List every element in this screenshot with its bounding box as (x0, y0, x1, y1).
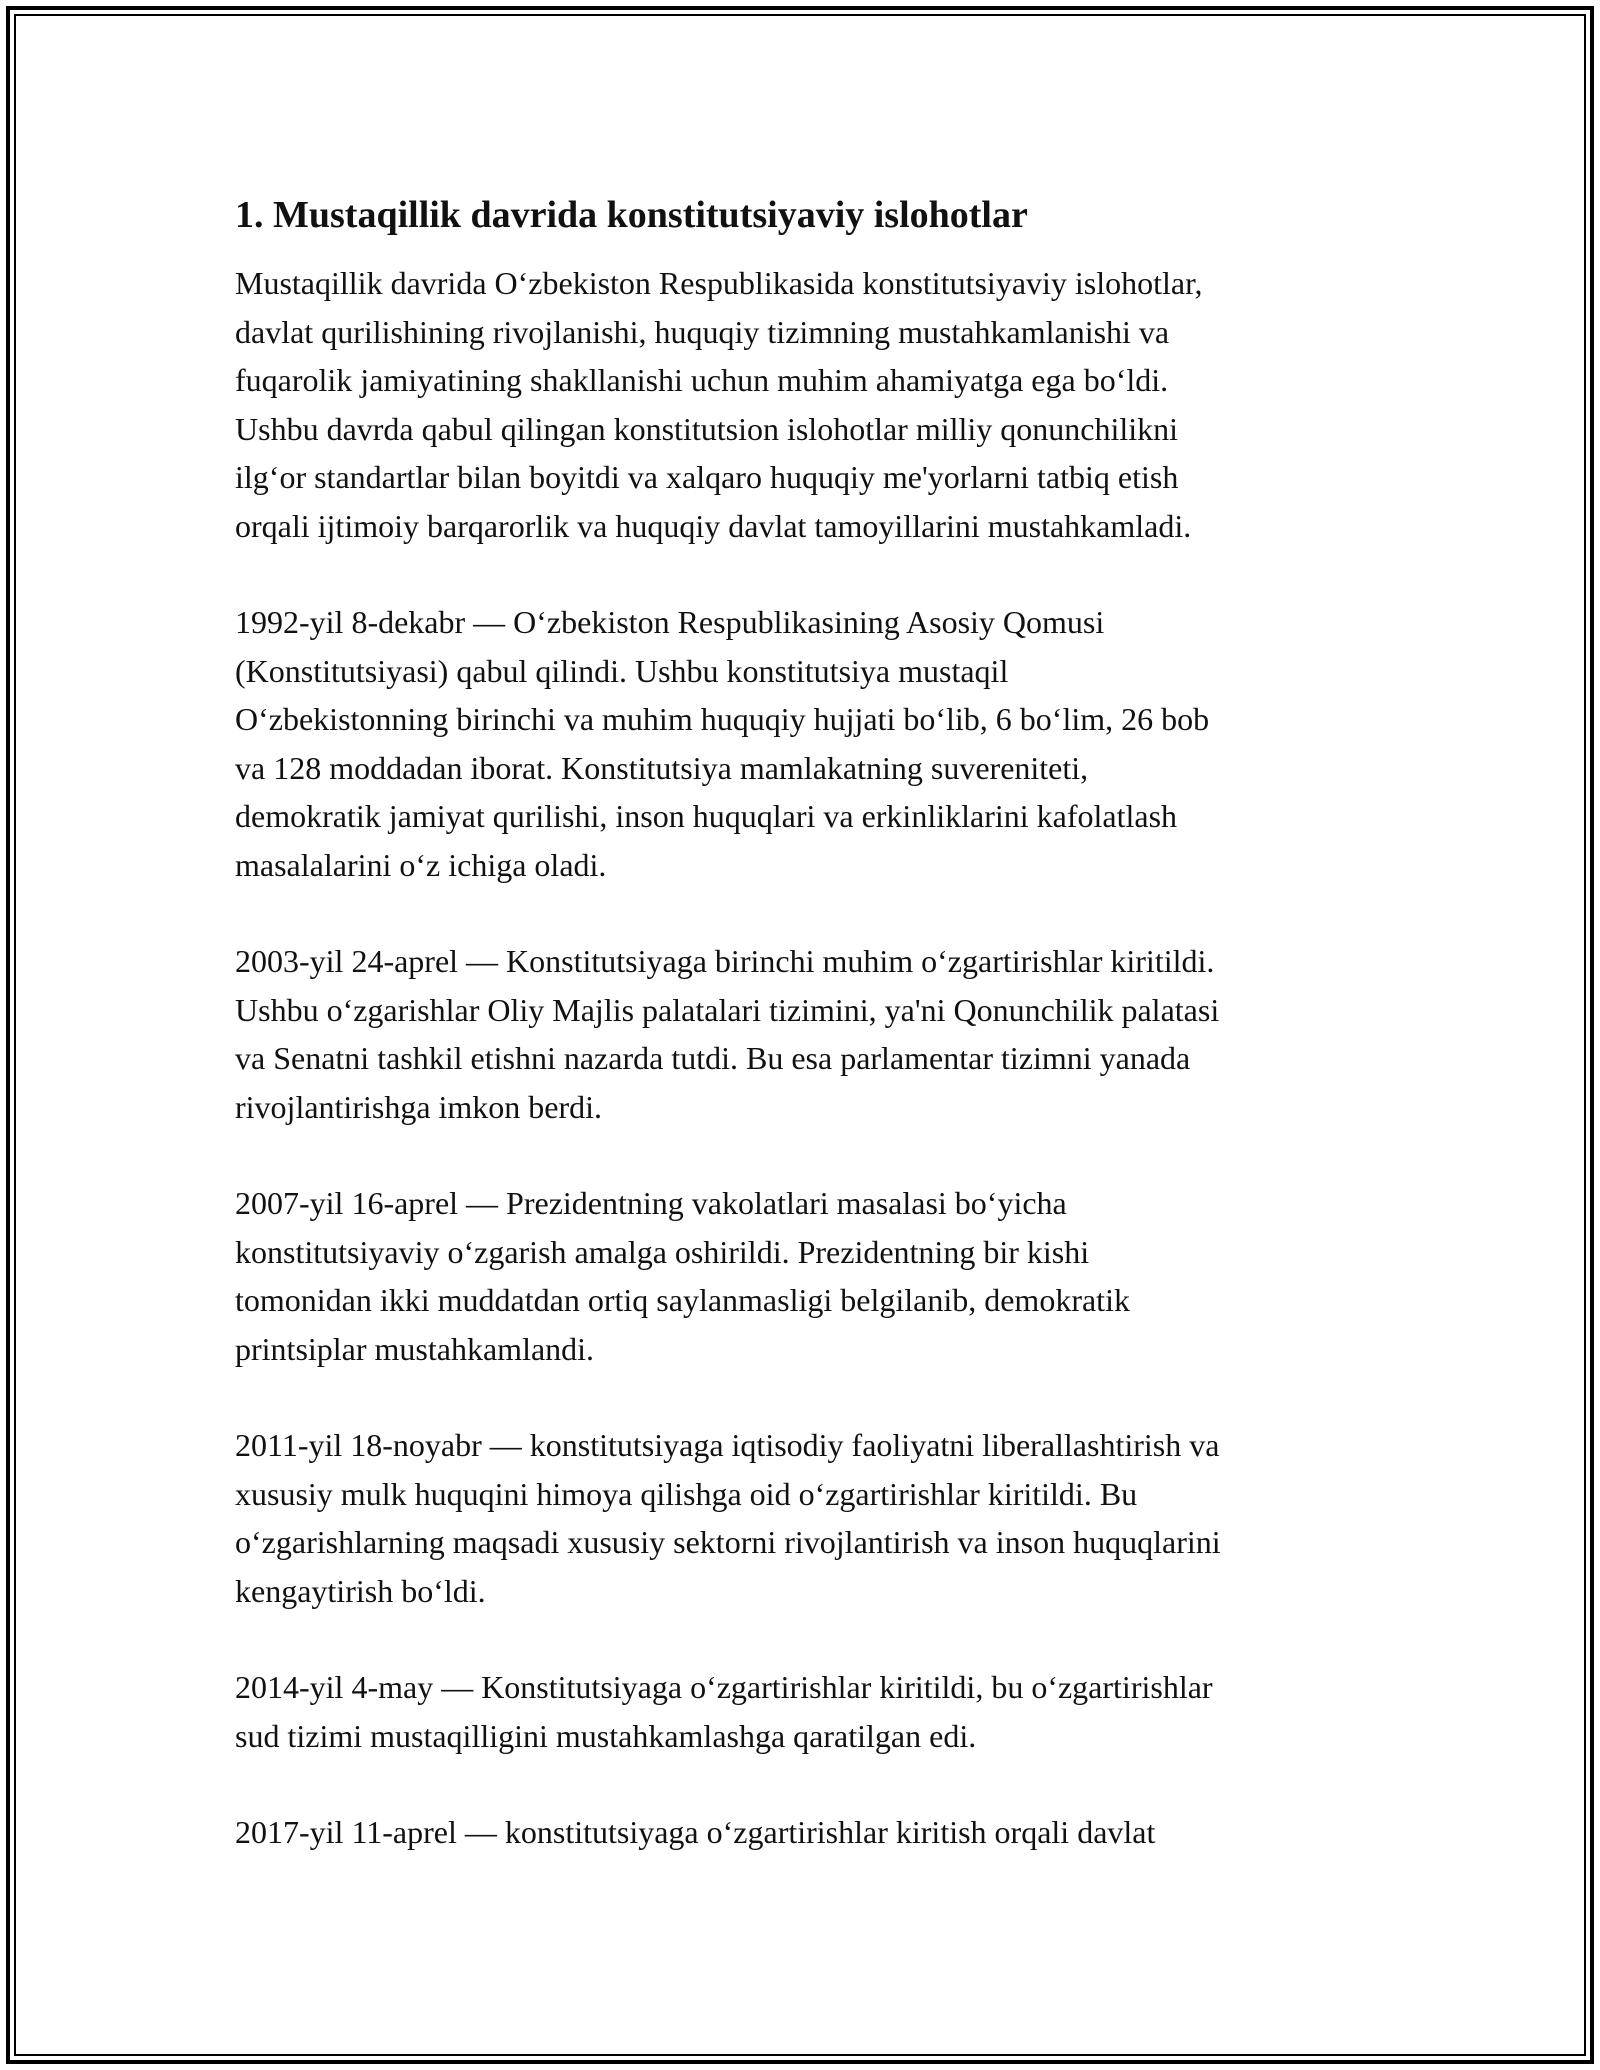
text-line: va Senatni tashkil etishni nazarda tutdi. Bu esa parlamentar tizimni yanada (235, 1040, 1191, 1076)
text-line: va 128 moddadan iborat. Konstitutsiya mamlakatning suvereniteti, (235, 749, 1089, 786)
text-line: 2003-yil 24-aprel — Konstitutsiyaga birinchi muhim o‘zgartirishlar kiritildi. (235, 943, 1215, 979)
text-line: 2007-yil 16-aprel — Prezidentning vakolatlari masalasi bo‘yicha (235, 1185, 1067, 1221)
document-body (235, 183, 1375, 1905)
paragraph (235, 1663, 1375, 1760)
text-line: 2011-yil 18-noyabr — konstitutsiyaga iqtisodiy faoliyatni liberallashtirish va (235, 1427, 1220, 1463)
text-line: sud tizimi mustaqilligini mustahkamlashga qaratilgan edi. (235, 1717, 977, 1754)
text-line: printsiplar mustahkamlandi. (235, 1330, 595, 1367)
paragraph (235, 598, 1375, 889)
text-line: ilg‘or standartlar bilan boyitdi va xalqaro huquqiy me'yorlarni tatbiq etish (235, 459, 1179, 495)
text-line: tomonidan ikki muddatdan ortiq saylanmasligi belgilanib, demokratik (235, 1282, 1130, 1318)
text-line: (Konstitutsiyasi) qabul qilindi. Ushbu konstitutsiya mustaqil (235, 652, 1009, 689)
text-line: konstitutsiyaviy o‘zgarish amalga oshirildi. Prezidentning bir kishi (235, 1233, 1090, 1270)
paragraph (235, 259, 1375, 550)
text-line: demokratik jamiyat qurilishi, inson huquqlari va erkinliklarini kafolatlash (235, 798, 1178, 834)
text-line: masalalarini o‘z ichiga oladi. (235, 846, 607, 883)
paragraph-list (235, 259, 1375, 1857)
text-line: orqali ijtimoiy barqarorlik va huquqiy davlat tamoyillarini mustahkamladi. (235, 507, 1192, 544)
text-line: rivojlantirishga imkon berdi. (235, 1088, 603, 1125)
paragraph (235, 1808, 1375, 1857)
text-line: 1992-yil 8-dekabr — O‘zbekiston Respublikasining Asosiy Qomusi (235, 604, 1105, 640)
text-line: 2017-yil 11-aprel — konstitutsiyaga o‘zgartirishlar kiritish orqali davlat (235, 1814, 1156, 1850)
text-line: fuqarolik jamiyatining shakllanishi uchun muhim ahamiyatga ega bo‘ldi. (235, 362, 1169, 398)
text-line: xususiy mulk huquqini himoya qilishga oid o‘zgartirishlar kiritildi. Bu (235, 1475, 1138, 1512)
text-line: 2014-yil 4-may — Konstitutsiyaga o‘zgartirishlar kiritildi, bu o‘zgartirishlar (235, 1669, 1213, 1705)
section-title: 1. Mustaqillik davrida konstitutsiyaviy islohotlar (235, 194, 1028, 236)
text-line: Ushbu davrda qabul qilingan konstitutsion islohotlar milliy qonunchilikni (235, 410, 1179, 447)
text-line: O‘zbekistonning birinchi va muhim huquqiy hujjati bo‘lib, 6 bo‘lim, 26 bob (235, 701, 1210, 737)
paragraph (235, 1421, 1375, 1615)
text-line: o‘zgarishlarning maqsadi xususiy sektorni rivojlantirish va inson huquqlarini (235, 1524, 1221, 1560)
paragraph (235, 937, 1375, 1131)
text-line: kengaytirish bo‘ldi. (235, 1572, 486, 1609)
text-line: Ushbu o‘zgarishlar Oliy Majlis palatalari tizimini, ya'ni Qonunchilik palatasi (235, 991, 1220, 1028)
text-line: Mustaqillik davrida O‘zbekiston Respublikasida konstitutsiyaviy islohotlar, (235, 265, 1203, 301)
text-line: davlat qurilishining rivojlanishi, huquqiy tizimning mustahkamlanishi va (235, 313, 1170, 350)
paragraph (235, 1179, 1375, 1373)
